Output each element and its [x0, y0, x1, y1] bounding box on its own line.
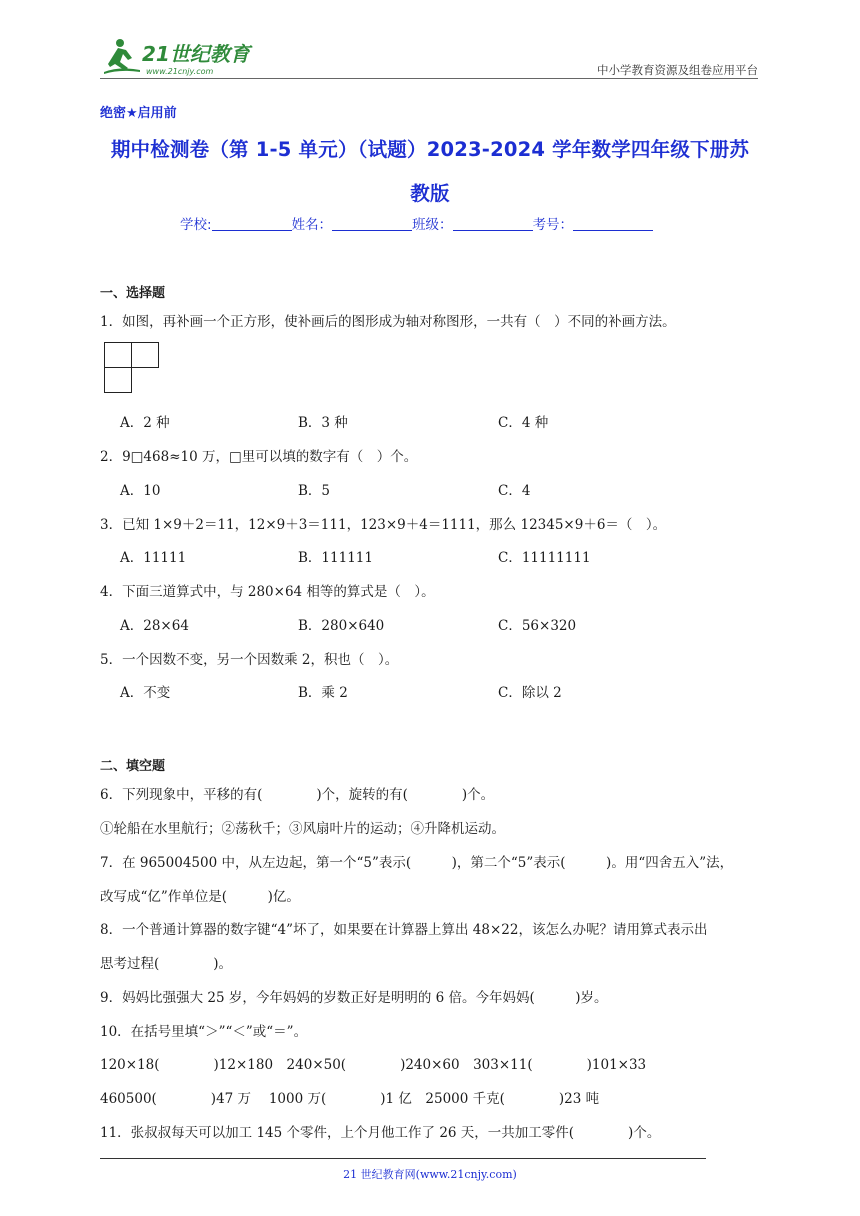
question-10: 10．在括号里填“＞”“＜”或“＝”。 [100, 1024, 308, 1040]
square-figure [104, 342, 160, 394]
q3-option-a[interactable]: A．11111 [120, 550, 187, 566]
school-label: 学校: [180, 217, 212, 233]
page-header [100, 34, 758, 80]
title-line-2: 教版 [410, 182, 450, 205]
section-heading-choice: 一、选择题 [100, 286, 166, 301]
question-11: 11．张叔叔每天可以加工 145 个零件，上个月他工作了 26 天，一共加工零件( )个。 [100, 1125, 661, 1141]
q5-option-c[interactable]: C．除以 2 [498, 685, 562, 701]
q3-option-b[interactable]: B．111111 [298, 550, 373, 566]
q2-option-a[interactable]: A．10 [120, 483, 161, 499]
footer-divider [100, 1158, 706, 1159]
header-divider [100, 78, 758, 79]
question-6: 6．下列现象中，平移的有( )个，旋转的有( )个。 [100, 787, 495, 803]
q5-option-a[interactable]: A．不变 [120, 685, 171, 701]
q4-option-a[interactable]: A．28×64 [120, 618, 189, 634]
q4-option-b[interactable]: B．280×640 [298, 618, 385, 634]
section-heading-fill: 二、填空题 [100, 759, 166, 774]
svg-text:www.21cnjy.com: www.21cnjy.com [146, 67, 214, 76]
question-3: 3．已知 1×9＋2＝11，12×9＋3＝111，123×9＋4＝1111，那么 12345×9＋6＝（ ）。 [100, 517, 667, 533]
question-6-items: ①轮船在水里航行；②荡秋千；③风扇叶片的运动；④升降机运动。 [100, 821, 505, 837]
q2-option-c[interactable]: C．4 [498, 483, 531, 499]
logo [100, 34, 270, 78]
class-label: 班级： [412, 217, 453, 233]
question-8: 8．一个普通计算器的数字键“4”坏了，如果要在计算器上算出 48×22，该怎么办呢？请用算式表示出 [100, 922, 708, 938]
student-info [180, 213, 653, 233]
question-7: 7．在 965004500 中，从左边起，第一个“5”表示( )，第二个“5”表示( )。用“四舍五入”法， [100, 855, 734, 871]
secret-label: 绝密★启用前 [100, 106, 177, 121]
class-blank[interactable] [453, 216, 533, 231]
question-4: 4．下面三道算式中，与 280×64 相等的算式是（ ）。 [100, 584, 435, 600]
question-7-cont: 改写成“亿”作单位是( )亿。 [100, 889, 300, 905]
footer-text: 21 世纪教育网(www.21cnjy.com) [343, 1168, 517, 1181]
q1-option-b[interactable]: B．3 种 [298, 415, 348, 431]
name-label: 姓名： [291, 217, 333, 233]
question-1: 1．如图，再补画一个正方形，使补画后的图形成为轴对称图形，一共有（ ）不同的补画方法。 [100, 314, 676, 330]
document-title [96, 128, 764, 216]
q3-option-c[interactable]: C．11111111 [498, 550, 591, 566]
q2-option-b[interactable]: B．5 [298, 483, 331, 499]
platform-label: 中小学教育资源及组卷应用平台 [597, 63, 758, 77]
question-8-cont: 思考过程( )。 [100, 956, 233, 972]
question-9: 9．妈妈比强强大 25 岁，今年妈妈的岁数正好是明明的 6 倍。今年妈妈( )岁。 [100, 990, 608, 1006]
q5-option-b[interactable]: B．乘 2 [298, 685, 348, 701]
question-10-row-2: 460500( )47 万 1000 万( )1 亿 25000 千克( )23 吨 [100, 1091, 600, 1107]
school-blank[interactable] [212, 216, 292, 231]
question-10-row-1: 120×18( )12×180 240×50( )240×60 303×11( )101×33 [100, 1057, 647, 1073]
title-line-1: 期中检测卷（第 1-5 单元）（试题）2023-2024 学年数学四年级下册苏 [110, 138, 750, 161]
svg-text:21世纪教育: 21世纪教育 [142, 42, 250, 66]
question-5: 5．一个因数不变，另一个因数乘 2，积也（ ）。 [100, 652, 399, 668]
q4-option-c[interactable]: C．56×320 [498, 618, 577, 634]
number-label: 考号： [532, 217, 574, 233]
question-2: 2．9□468≈10 万，□里可以填的数字有（ ）个。 [100, 449, 418, 465]
number-blank[interactable] [573, 216, 653, 231]
name-blank[interactable] [332, 216, 412, 231]
q1-option-c[interactable]: C．4 种 [498, 415, 549, 431]
q1-option-a[interactable]: A．2 种 [120, 415, 170, 431]
